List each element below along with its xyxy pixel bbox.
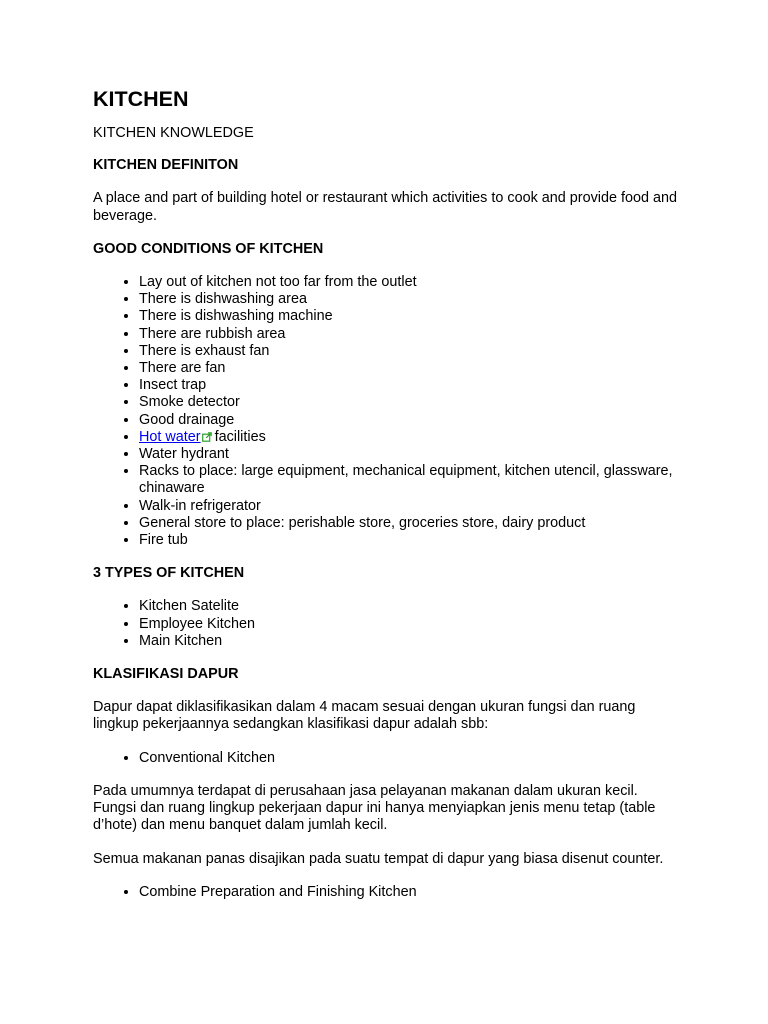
list-item: • There is exhaust fan <box>139 343 683 360</box>
list-item: • Water hydrant <box>139 446 683 463</box>
list-item: • Lay out of kitchen not too far from the outlet <box>139 274 683 291</box>
klasifikasi-heading: KLASIFIKASI DAPUR <box>93 666 239 683</box>
good-conditions-list <box>93 274 683 549</box>
klasifikasi-list-2 <box>93 884 683 901</box>
page-subtitle: KITCHEN KNOWLEDGE <box>93 125 254 141</box>
definition-text: A place and part of building hotel or restaurant which activities to cook and provide food and beverage. <box>93 190 677 224</box>
list-item-hot-water <box>139 429 683 446</box>
list-item: • There are fan <box>139 360 683 377</box>
external-link-icon[interactable] <box>202 432 212 442</box>
klasifikasi-para-1: Pada umumnya terdapat di perusahaan jasa pelayanan makanan dalam ukuran kecil. Fungsi dan ruang lingkup pekerjaan dapur ini hanya menyiapkan jenis menu tetap (table d’hote) dan menu banquet dalam jumlah kecil. <box>93 782 656 834</box>
list-item: • General store to place: perishable store, groceries store, dairy product <box>139 515 683 532</box>
list-item: • Combine Preparation and Finishing Kitchen <box>139 884 683 901</box>
list-item: • There is dishwashing area <box>139 291 683 308</box>
types-heading: 3 TYPES OF KITCHEN <box>93 565 245 582</box>
list-item: • Smoke detector <box>139 394 683 411</box>
klasifikasi-intro: Dapur dapat diklasifikasikan dalam 4 macam sesuai dengan ukuran fungsi dan ruang lingkup pekerjaannya sedangkan klasifikasi dapur adalah sbb: <box>93 699 636 733</box>
hot-water-suffix: facilities <box>214 428 266 445</box>
good-conditions-heading: GOOD CONDITIONS OF KITCHEN <box>93 240 324 257</box>
page-title: KITCHEN <box>93 87 189 111</box>
list-item: • There are rubbish area <box>139 326 683 343</box>
list-item: • Employee Kitchen <box>139 616 683 633</box>
types-list <box>93 598 683 650</box>
list-item: • Conventional Kitchen <box>139 750 683 767</box>
list-item: • Main Kitchen <box>139 633 683 650</box>
list-item: • Insect trap <box>139 377 683 394</box>
klasifikasi-para-2: Semua makanan panas disajikan pada suatu tempat di dapur yang biasa disenut counter. <box>93 850 664 867</box>
hot-water-link[interactable]: Hot water <box>139 428 201 445</box>
definition-heading: KITCHEN DEFINITON <box>93 157 239 174</box>
document-page <box>93 86 683 917</box>
klasifikasi-list-1 <box>93 750 683 767</box>
list-item: • Racks to place: large equipment, mechanical equipment, kitchen utencil, glassware, chinaware <box>139 463 683 497</box>
list-item: • Good drainage <box>139 412 683 429</box>
list-item: • Fire tub <box>139 532 683 549</box>
list-item: • Kitchen Satelite <box>139 598 683 615</box>
list-item: • There is dishwashing machine <box>139 308 683 325</box>
list-item: • Walk-in refrigerator <box>139 498 683 515</box>
